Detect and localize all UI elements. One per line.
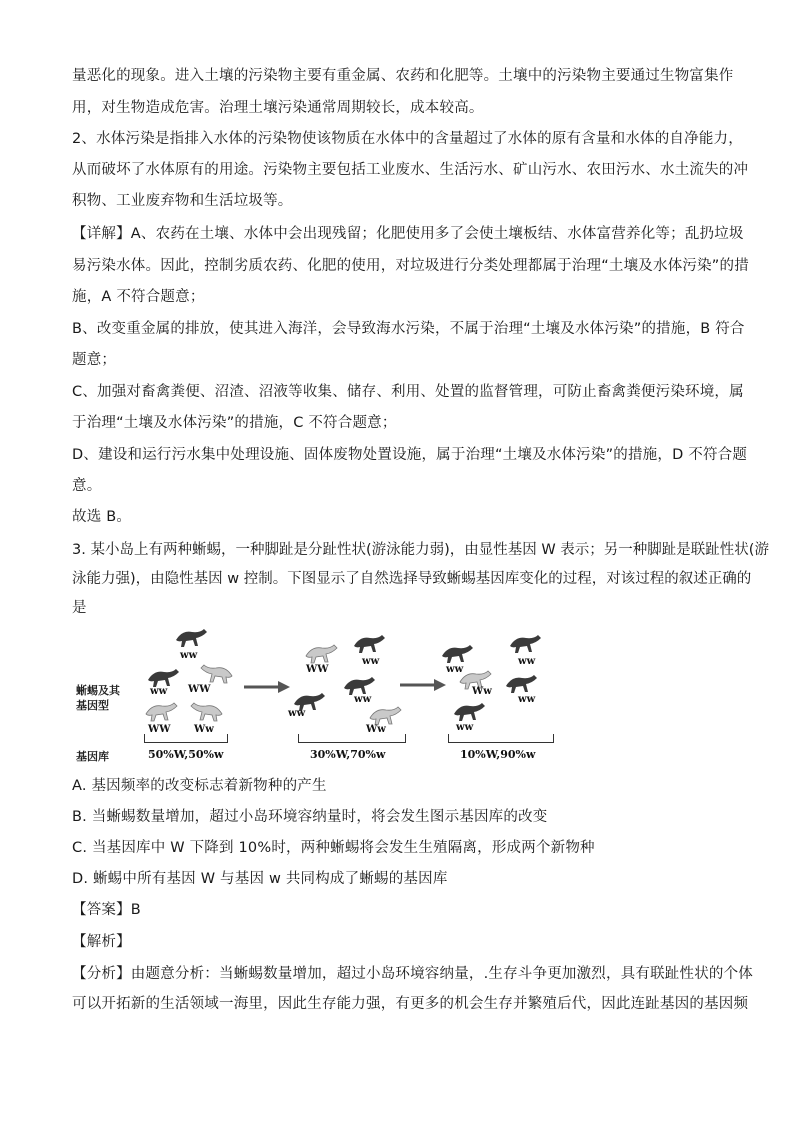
text-line: 题意； [72, 352, 117, 368]
lizard-dark-icon [452, 700, 486, 722]
genotype-label: ww [150, 686, 168, 697]
row-label: 基因型 [76, 699, 109, 712]
genotype-label: Ww [366, 724, 386, 735]
pool-label: 基因库 [76, 750, 109, 763]
genotype-label: ww [288, 708, 306, 719]
text-line: 故选 B。 [72, 509, 132, 525]
genotype-label: Ww [194, 724, 214, 735]
lizard-light-icon [368, 704, 402, 726]
lizard-light-icon [304, 642, 338, 664]
analysis-line: 可以开拓新的生活领域一海里，因此生存能力强，有更多的机会生存并繁殖后代，因此连趾基因的基因频 [72, 996, 749, 1012]
option-d: D. 蜥蜴中所有基因 W 与基因 w 共同构成了蜥蜴的基因库 [72, 871, 448, 887]
option-a: A. 基因频率的改变标志着新物种的产生 [72, 778, 327, 794]
bracket [448, 734, 554, 743]
lizard-dark-icon [508, 632, 542, 654]
genotype-label: ww [518, 694, 536, 705]
text-line: B、改变重金属的排放，使其进入海洋，会导致海水污染，不属于治理“土壤及水体污染”的措施，B 符合 [72, 321, 745, 337]
genotype-label: ww [518, 656, 536, 667]
genotype-label: Ww [472, 686, 492, 697]
genotype-label: ww [354, 694, 372, 705]
genotype-label: WW [148, 724, 171, 735]
genotype-label: WW [306, 664, 329, 675]
genotype-label: ww [362, 656, 380, 667]
arrow-icon [400, 678, 446, 692]
text-line: 施，A 不符合题意； [72, 289, 205, 305]
bracket [298, 734, 406, 743]
text-line: C、加强对畜禽粪便、沼渣、沼液等收集、储存、利用、处置的监督管理，可防止畜禽粪便污染环境，属 [72, 384, 744, 400]
question-line: 是 [72, 600, 87, 616]
lizard-dark-icon [174, 626, 208, 648]
lizard-dark-icon [146, 666, 180, 688]
analysis-line: 【分析】由题意分析：当蜥蜴数量增加，超过小岛环境容纳量，.生存斗争更加激烈，具有联趾性状的个体 [72, 966, 754, 982]
arrow-icon [244, 680, 290, 694]
text-line: 积物、工业废弃物和生活垃圾等。 [72, 193, 293, 209]
genotype-label: ww [446, 664, 464, 675]
question-line: 3. 某小岛上有两种蜥蜴，一种脚趾是分趾性状(游泳能力弱)，由显性基因 W 表示；另一种脚趾是联趾性状(游 [72, 542, 769, 558]
text-line: 易污染水体。因此，控制劣质农药、化肥的使用，对垃圾进行分类处理都属于治理“土壤及水体污染”的措 [72, 258, 749, 274]
option-c: C. 当基因库中 W 下降到 10%时，两种蜥蜴将会发生生殖隔离，形成两个新物种 [72, 840, 595, 856]
lizard-light-icon [144, 700, 178, 722]
lizard-light-icon [190, 700, 224, 722]
gene-pool-value: 30%W,70%w [310, 748, 386, 761]
text-line: 意。 [72, 478, 102, 494]
question-line: 泳能力强)，由隐性基因 w 控制。下图显示了自然选择导致蜥蜴基因库变化的过程，对该过程的叙述正确的 [72, 571, 752, 587]
gene-pool-value: 10%W,90%w [460, 748, 536, 761]
text-line: 用，对生物造成危害。治理土壤污染通常周期较长，成本较高。 [72, 100, 484, 116]
gene-pool-figure [72, 620, 572, 770]
bracket [144, 734, 228, 743]
lizard-light-icon [200, 662, 234, 684]
text-line: 2、水体污染是指排入水体的污染物使该物质在水体中的含量超过了水体的原有含量和水体的自净能力， [72, 131, 743, 147]
text-line: 量恶化的现象。进入土壤的污染物主要有重金属、农药和化肥等。土壤中的污染物主要通过生物富集作 [72, 68, 734, 84]
gene-pool-value: 50%W,50%w [148, 748, 224, 761]
lizard-dark-icon [352, 632, 386, 654]
option-b: B. 当蜥蜴数量增加，超过小岛环境容纳量时，将会发生图示基因库的改变 [72, 809, 548, 825]
genotype-label: ww [456, 722, 474, 733]
genotype-label: WW [188, 684, 211, 695]
analysis-label: 【解析】 [72, 934, 131, 950]
genotype-label: ww [180, 650, 198, 661]
text-line: 从而破坏了水体原有的用途。污染物主要包括工业废水、生活污水、矿山污水、农田污水、水土流失的冲 [72, 162, 749, 178]
lizard-dark-icon [504, 672, 538, 694]
lizard-dark-icon [342, 674, 376, 696]
text-line: 于治理“土壤及水体污染”的措施，C 不符合题意； [72, 415, 397, 431]
row-label: 蜥蜴及其 [76, 684, 120, 697]
text-line: D、建设和运行污水集中处理设施、固体废物处置设施，属于治理“土壤及水体污染”的措施，D 不符合题 [72, 447, 748, 463]
answer-line: 【答案】B [72, 902, 141, 918]
text-line: 【详解】A、农药在土壤、水体中会出现残留；化肥使用多了会使土壤板结、水体富营养化等；乱扔垃圾 [72, 226, 744, 242]
lizard-dark-icon [440, 642, 474, 664]
